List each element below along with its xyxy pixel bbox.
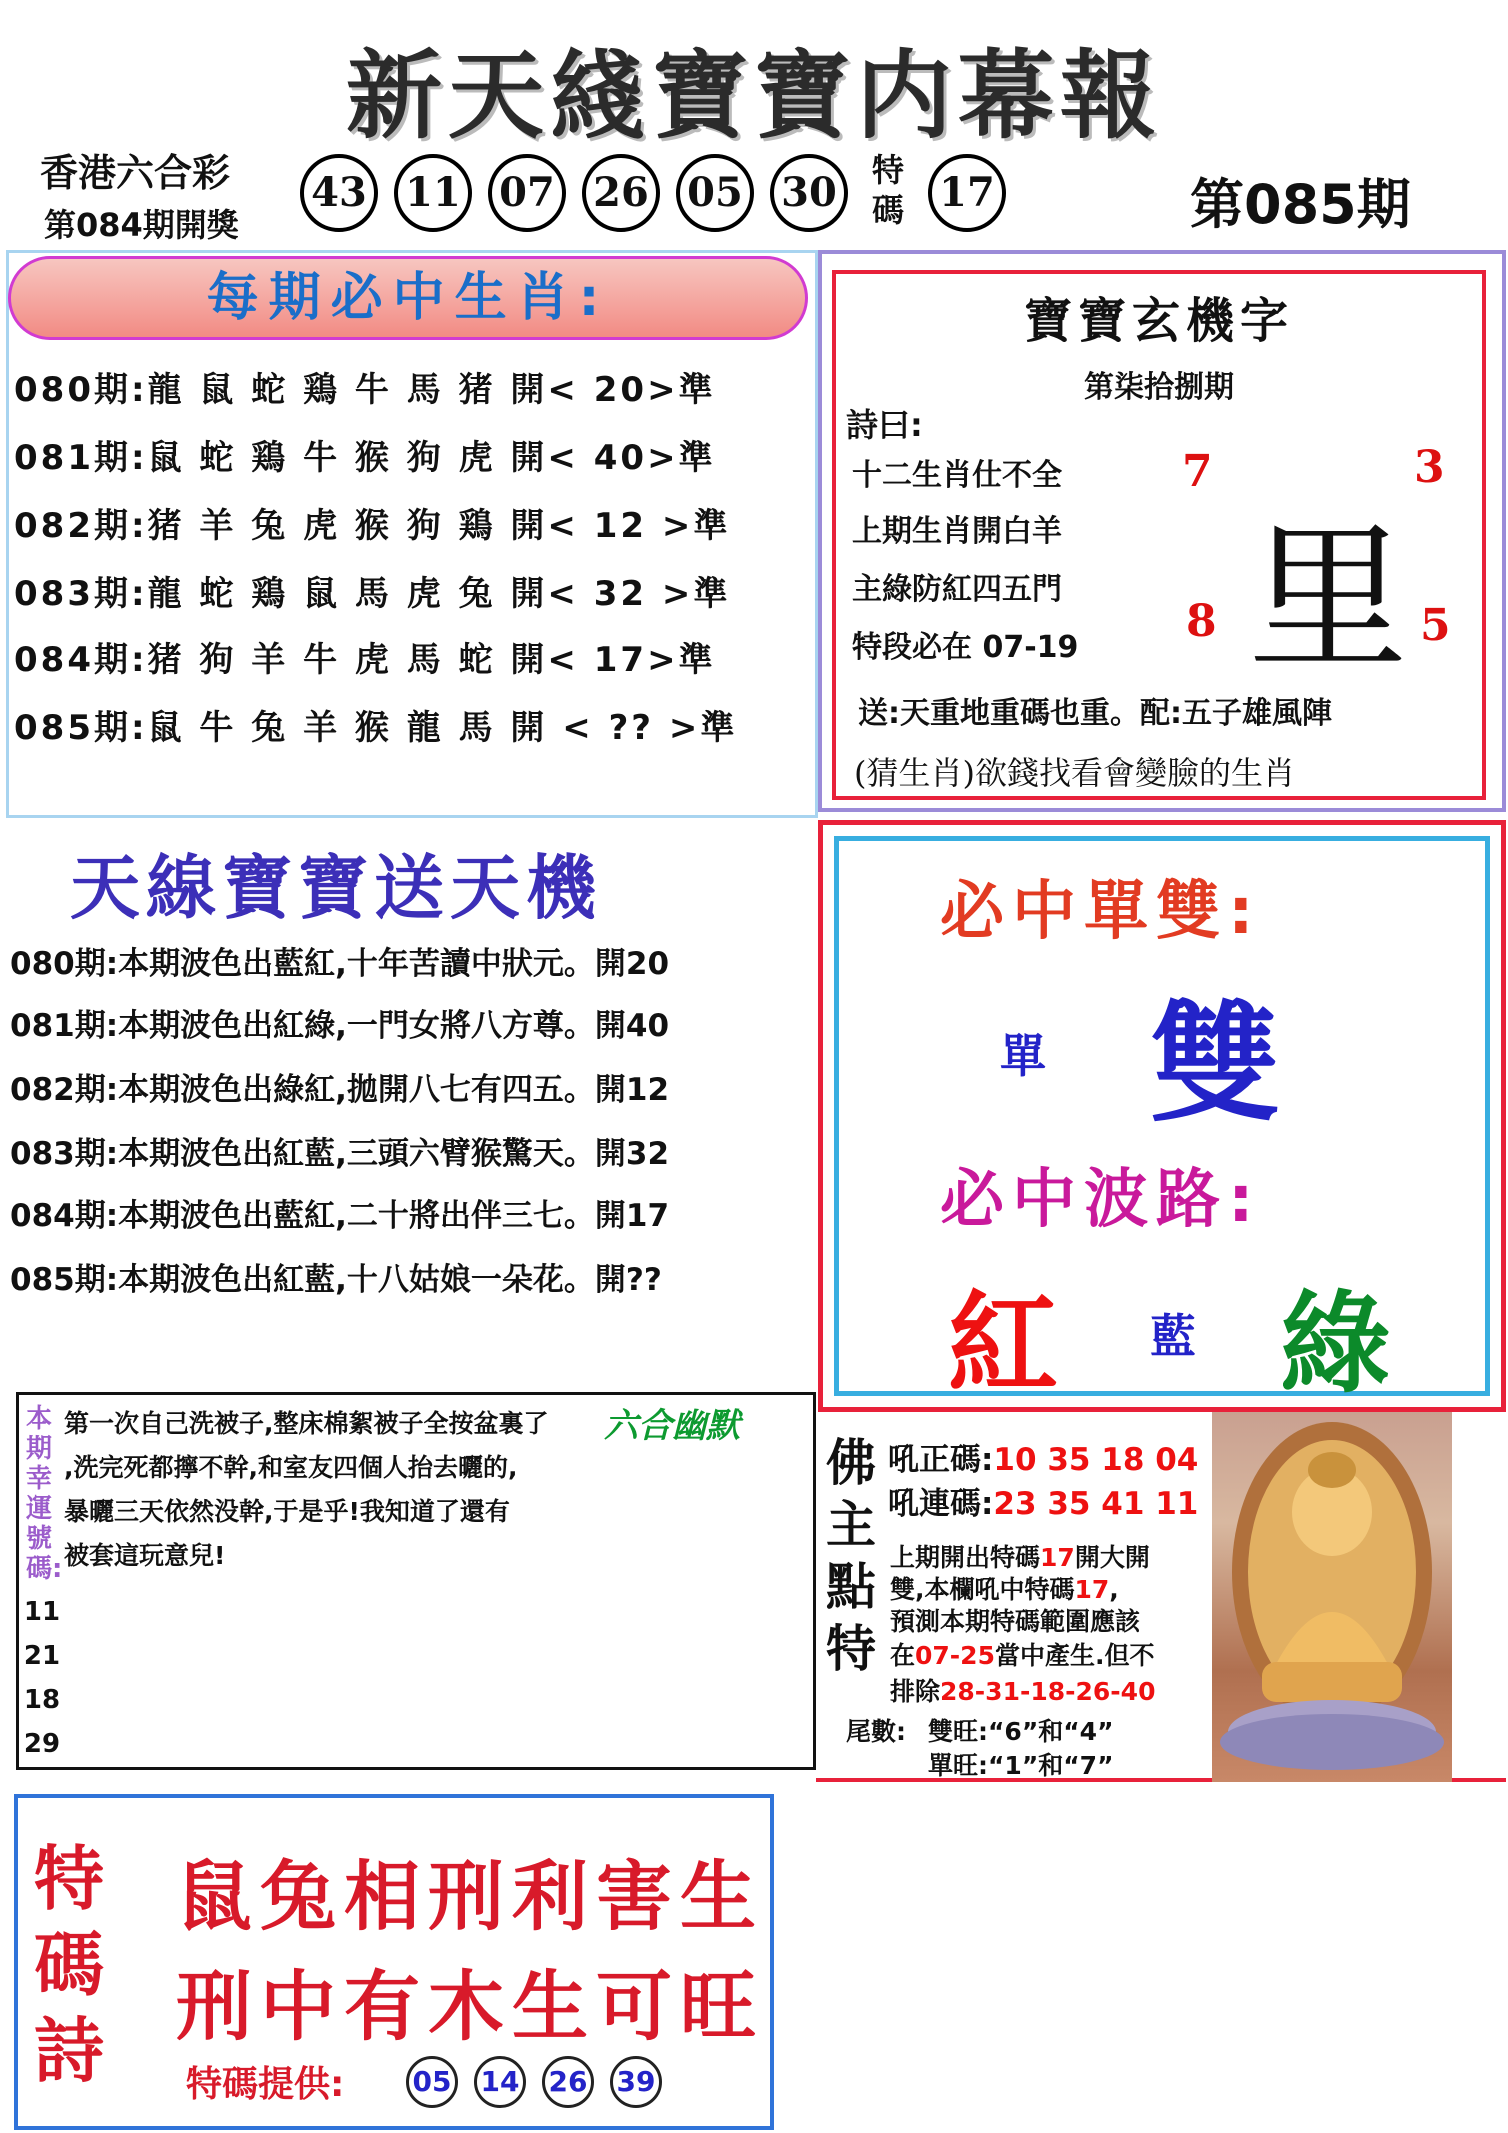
- buddha-highlight: 17: [1074, 1575, 1110, 1604]
- tail-even: 雙旺:“6”和“4”: [928, 1717, 1114, 1746]
- riddle-title: 寶寶玄機字: [1023, 293, 1294, 349]
- draw-ball: 26: [582, 154, 660, 232]
- roar-main-label: 吼正碼:: [888, 1442, 994, 1478]
- odd-even-title: 必中單雙:: [940, 875, 1262, 949]
- zodiac-row: 080期:龍 鼠 蛇 鶏 牛 馬 猪 開< 20>準: [14, 370, 716, 410]
- draw-ball: 11: [394, 154, 472, 232]
- buddha-text: 排除: [890, 1677, 941, 1706]
- draw-ball: 07: [488, 154, 566, 232]
- lucky-number: 18: [23, 1685, 61, 1715]
- special-poem-label: 特碼詩: [34, 1838, 104, 2092]
- special-label: 特碼: [872, 151, 905, 229]
- joke-line: 暴曬三天依然没幹,于是乎!我知道了還有: [64, 1497, 510, 1526]
- buddha-highlight: 17: [1040, 1543, 1075, 1572]
- roar-link-line: [888, 1478, 1198, 1523]
- draw-ball: 05: [676, 154, 754, 232]
- wave-red: 紅: [948, 1280, 1058, 1408]
- buddha-text: 雙,本欄吼中特碼: [890, 1575, 1075, 1604]
- issue-number: 第085期: [1190, 173, 1411, 236]
- lucky-numbers: [22, 1590, 62, 1766]
- buddha-text: ,: [1109, 1575, 1119, 1604]
- riddle-poem-line: 特段必在 07-19: [852, 630, 1079, 665]
- provide-ball: 05: [406, 2056, 458, 2108]
- riddle-send: 送:天重地重碼也重。配:五子雄風陣: [858, 696, 1332, 731]
- tianji-row: 081期:本期波色出紅綠,一門女將八方尊。開40: [10, 1008, 670, 1044]
- riddle-issue: 第柒拾捌期: [1084, 370, 1234, 405]
- lucky-number: 21: [23, 1641, 61, 1671]
- riddle-guess: (猜生肖)欲錢找看會變臉的生肖: [854, 754, 1295, 792]
- riddle-number: 5: [1420, 600, 1451, 651]
- tianji-row: 085期:本期波色出紅藍,十八姑娘一朵花。開??: [10, 1262, 662, 1298]
- joke-tag: 六合幽默: [604, 1406, 740, 1446]
- main-title: 新天綫寶寶内幕報: [346, 40, 1162, 152]
- tail-label: 尾數:: [846, 1717, 906, 1746]
- zodiac-row: 085期:鼠 牛 兔 羊 猴 龍 馬 開 < ?? >準: [14, 708, 738, 748]
- odd-label: 單: [1000, 1029, 1046, 1083]
- riddle-number: 7: [1182, 446, 1213, 497]
- riddle-number: 3: [1414, 442, 1445, 493]
- wave-title: 必中波路:: [940, 1163, 1262, 1237]
- draw-label: 第084期開獎: [44, 206, 239, 244]
- roar-link-numbers: 23 35 41 11: [993, 1486, 1199, 1522]
- special-ball: 17: [928, 154, 1006, 232]
- tianji-title: 天線寶寶送天機: [70, 847, 602, 929]
- buddha-text-line: [890, 1570, 1119, 1606]
- buddha-image: [1212, 1412, 1452, 1782]
- zodiac-row: 083期:龍 蛇 鶏 鼠 馬 虎 兔 開< 32 >準: [14, 574, 731, 614]
- buddha-label: 佛主點特: [826, 1434, 876, 1678]
- even-label: 雙: [1150, 988, 1281, 1140]
- zodiac-banner: 每期必中生肖:: [8, 256, 808, 340]
- buddha-highlight: 07-25: [915, 1641, 995, 1670]
- buddha-text: 上期開出特碼: [890, 1543, 1041, 1572]
- provide-ball: 14: [474, 2056, 526, 2108]
- zodiac-row: 082期:猪 羊 兔 虎 猴 狗 鶏 開< 12 >準: [14, 506, 731, 546]
- lucky-number: 29: [23, 1729, 61, 1759]
- tail-odd: 單旺:“1”和“7”: [928, 1751, 1114, 1780]
- wave-blue: 藍: [1150, 1309, 1196, 1363]
- riddle-character: 里: [1248, 505, 1409, 692]
- buddha-highlight: 28-31-18-26-40: [940, 1677, 1156, 1706]
- riddle-poem-title: 詩曰:: [846, 406, 923, 444]
- buddha-text-line: [890, 1538, 1150, 1574]
- draw-ball: 43: [300, 154, 378, 232]
- zodiac-row: 084期:猪 狗 羊 牛 虎 馬 蛇 開< 17>準: [14, 640, 716, 680]
- joke-line: 被套這玩意兒!: [64, 1541, 226, 1570]
- provide-ball: 39: [610, 2056, 662, 2108]
- provide-ball: 26: [542, 2056, 594, 2108]
- zodiac-row: 081期:鼠 蛇 鶏 牛 猴 狗 虎 開< 40>準: [14, 438, 716, 478]
- special-poem-line: 刑中有木生可旺: [176, 1962, 764, 2051]
- buddha-text-line: [890, 1672, 1155, 1708]
- lucky-number-label: 本期幸運號碼:: [26, 1404, 63, 1584]
- buddha-text: 當中產生.但不: [994, 1641, 1155, 1670]
- lottery-name: 香港六合彩: [40, 151, 231, 195]
- tianji-row: 082期:本期波色出綠紅,拋開八七有四五。開12: [10, 1072, 670, 1108]
- buddha-text: 開大開: [1074, 1543, 1150, 1572]
- riddle-poem-line: 上期生肖開白羊: [852, 514, 1062, 549]
- lucky-number: 11: [23, 1597, 61, 1627]
- riddle-number: 8: [1186, 596, 1217, 647]
- draw-ball: 30: [770, 154, 848, 232]
- buddha-text-line: [890, 1636, 1154, 1672]
- tianji-row: 084期:本期波色出藍紅,二十將出伴三七。開17: [10, 1198, 670, 1234]
- joke-line: 第一次自己洗被子,整床棉絮被子全按盆裏了: [64, 1409, 549, 1438]
- special-poem-line: 鼠兔相刑利害生: [176, 1852, 764, 1941]
- roar-main-numbers: 10 35 18 04: [993, 1442, 1199, 1478]
- buddha-text: 在: [890, 1641, 916, 1670]
- joke-line: ,洗完死都擰不幹,和室友四個人抬去曬的,: [64, 1453, 518, 1482]
- wave-green: 綠: [1280, 1280, 1390, 1408]
- buddha-statue-icon: [1212, 1412, 1452, 1782]
- riddle-poem-line: 主綠防紅四五門: [852, 572, 1062, 607]
- special-provide-label: 特碼提供:: [186, 2064, 345, 2105]
- tianji-row: 080期:本期波色出藍紅,十年苦讀中狀元。開20: [10, 946, 670, 982]
- buddha-text-line: 預測本期特碼範圍應該: [890, 1607, 1141, 1636]
- roar-main-line: [888, 1434, 1198, 1479]
- roar-link-label: 吼連碼:: [888, 1486, 994, 1522]
- riddle-poem-line: 十二生肖仕不全: [852, 458, 1062, 493]
- tianji-row: 083期:本期波色出紅藍,三頭六臂猴驚天。開32: [10, 1136, 670, 1172]
